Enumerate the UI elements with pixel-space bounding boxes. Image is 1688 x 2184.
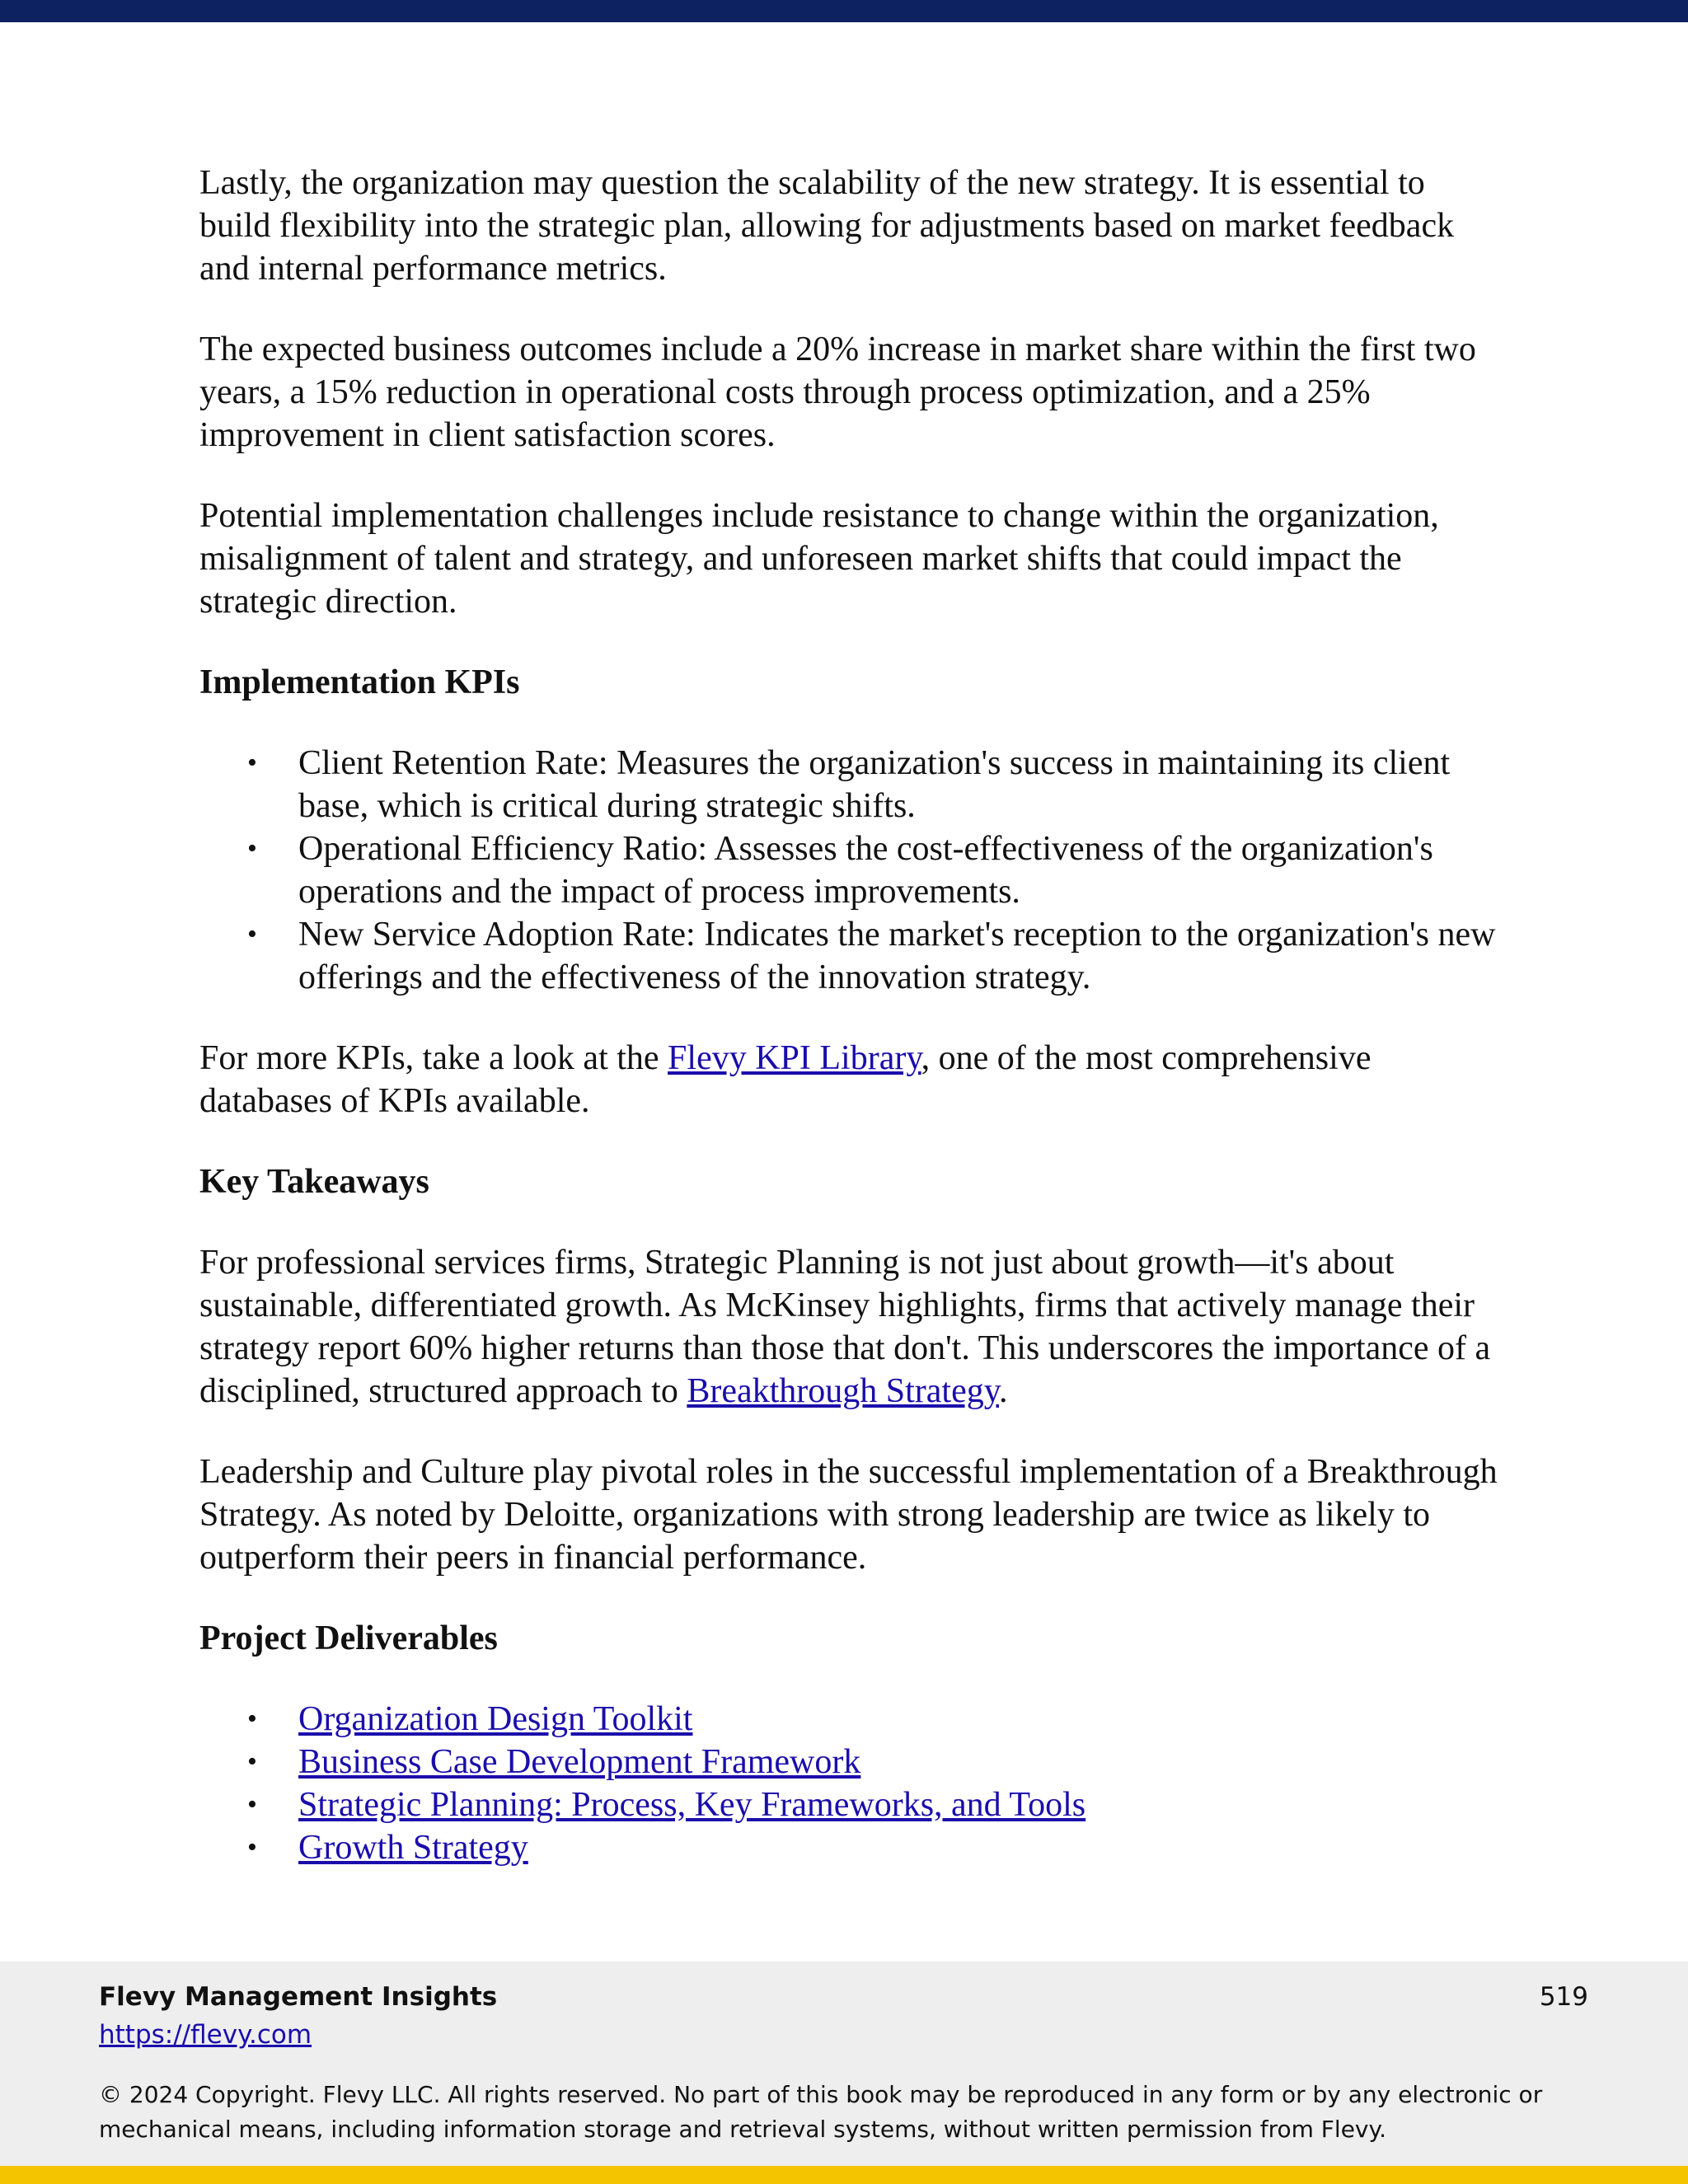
kpi-list xyxy=(199,742,1502,999)
kpi-library-link[interactable]: Flevy KPI Library xyxy=(668,1039,921,1077)
list-item xyxy=(247,913,1502,999)
deliverable-link[interactable]: Organization Design Toolkit xyxy=(298,1700,693,1738)
bullet-icon: • xyxy=(247,1789,257,1820)
heading-project-deliverables: Project Deliverables xyxy=(199,1619,498,1657)
paragraph-challenges: Potential implementation challenges include resistance to change within the organization, misalignment of talent and strategy, and unforeseen market shifts that could impact the strategic direction. xyxy=(199,497,1439,621)
page-number: 519 xyxy=(1539,1982,1588,2012)
deliverable-link[interactable]: Growth Strategy xyxy=(298,1829,528,1867)
list-item xyxy=(247,1741,1502,1783)
deliverables-list xyxy=(199,1698,1502,1869)
header-bar xyxy=(0,0,1688,22)
bullet-icon: • xyxy=(247,1704,257,1734)
page-footer xyxy=(0,1961,1688,2166)
kpi-text: New Service Adoption Rate: Indicates the market's reception to the organization's new offerings and the effectiveness of the innovation strategy. xyxy=(298,916,1496,996)
deliverable-link[interactable]: Strategic Planning: Process, Key Frameworks, and Tools xyxy=(298,1786,1086,1824)
bullet-icon: • xyxy=(247,919,257,949)
list-item xyxy=(247,1698,1502,1741)
paragraph-takeaways-2: Leadership and Culture play pivotal roles in the successful implementation of a Breakthrough Strategy. As noted by Deloitte, organizations with strong leadership are twice as likely to outperform their peers in financial performance. xyxy=(199,1453,1498,1577)
kpi-text: Operational Efficiency Ratio: Assesses the cost-effectiveness of the organization's operations and the impact of process improvements. xyxy=(298,830,1433,911)
list-item xyxy=(247,827,1502,913)
paragraph-scalability: Lastly, the organization may question the scalability of the new strategy. It is essential to build flexibility into the strategic plan, allowing for adjustments based on market feedback and internal performance metrics. xyxy=(199,164,1455,288)
page-content xyxy=(199,162,1502,1907)
breakthrough-strategy-link[interactable]: Breakthrough Strategy xyxy=(687,1372,1000,1410)
copyright-notice: © 2024 Copyright. Flevy LLC. All rights reserved. No part of this book may be reproduced in any form or by any electronic or mechanical means, including information storage and retrieval systems, without written permission from Flevy. xyxy=(99,2081,1543,2143)
paragraph-outcomes: The expected business outcomes include a 20% increase in market share within the first two years, a 15% reduction in operational costs through process optimization, and a 25% improvement in client satisfaction scores. xyxy=(199,330,1476,454)
bullet-icon: • xyxy=(247,833,257,864)
footer-accent-bar xyxy=(0,2166,1688,2184)
kpi-text: Client Retention Rate: Measures the organization's success in maintaining its client base, which is critical during strategic shifts. xyxy=(298,744,1451,825)
footer-url-link[interactable]: https://flevy.com xyxy=(99,2020,312,2050)
paragraph-takeaways-1: For professional services firms, Strategic Planning is not just about growth—it's about sustainable, differentiated growth. As McKinsey highlights, firms that actively manage their strategy report 60% higher returns than those that don't. This underscores the importance of a disciplined, structured approach to Breakthrough Strategy. xyxy=(199,1244,1491,1410)
bullet-icon: • xyxy=(247,1832,257,1863)
list-item xyxy=(247,742,1502,827)
list-item xyxy=(247,1783,1502,1826)
bullet-icon: • xyxy=(247,1746,257,1777)
bullet-icon: • xyxy=(247,748,257,778)
heading-implementation-kpis: Implementation KPIs xyxy=(199,663,520,701)
list-item xyxy=(247,1826,1502,1869)
footer-brand: Flevy Management Insights xyxy=(99,1982,498,2012)
paragraph-more-kpis: For more KPIs, take a look at the Flevy KPI Library, one of the most comprehensive databases of KPIs available. xyxy=(199,1039,1372,1120)
heading-key-takeaways: Key Takeaways xyxy=(199,1163,429,1201)
deliverable-link[interactable]: Business Case Development Framework xyxy=(298,1743,861,1781)
